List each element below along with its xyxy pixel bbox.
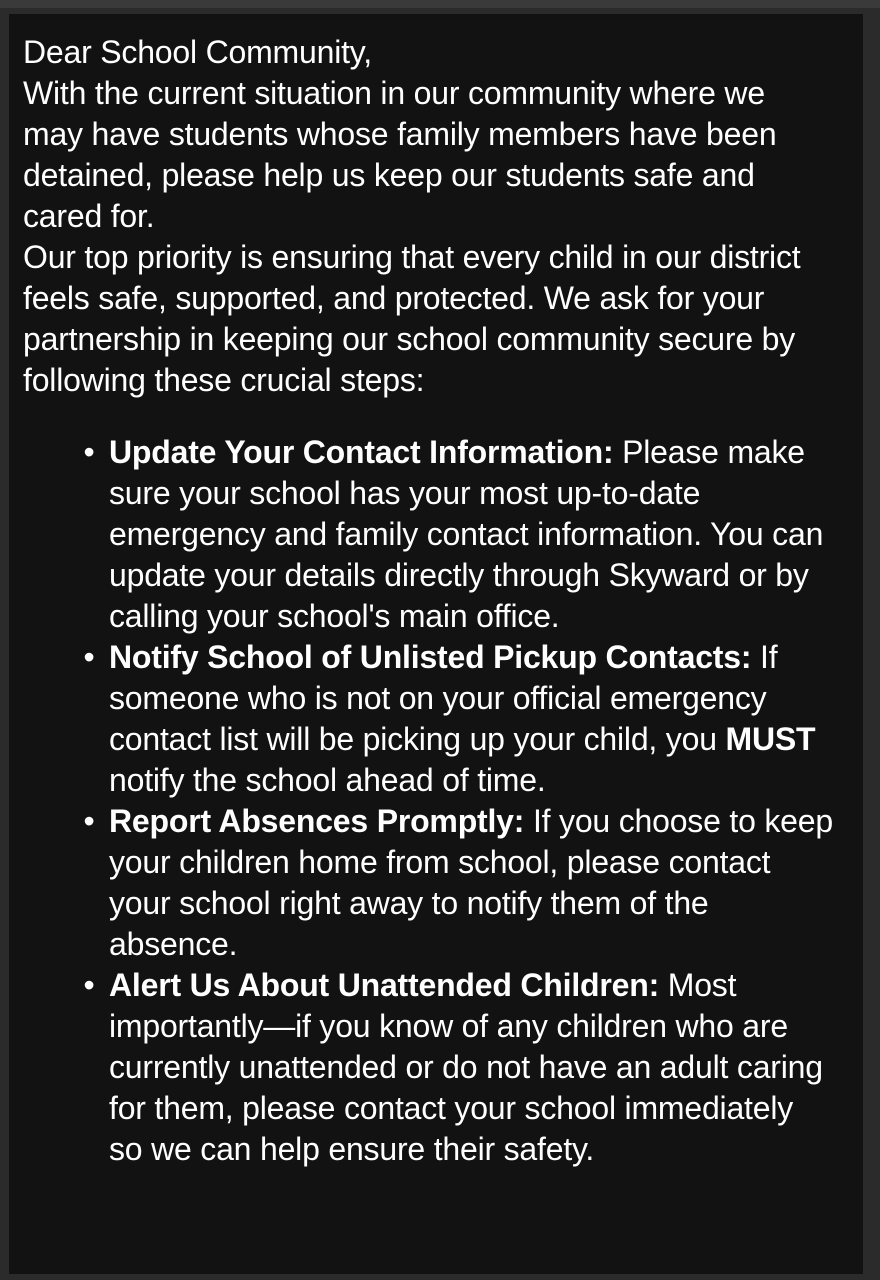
step-body: If you choose to keep your children home from school, please contact your school right away to notify them of the absence. — [109, 803, 833, 962]
step-body: Most importantly—if you know of any children who are currently unattended or do not have an adult caring for them, please contact your school immediately so we can help ensure their safety. — [109, 967, 823, 1167]
step-body: If someone who is not on your official emergency contact list will be picking up your child, you — [109, 639, 778, 757]
step-unattended-children — [83, 965, 833, 1170]
step-title: Report Absences Promptly: — [109, 803, 525, 839]
step-update-contact-info — [83, 432, 833, 637]
greeting-text: Dear School Community, — [23, 34, 372, 70]
steps-list — [23, 432, 833, 1170]
bullet-icon: • — [83, 967, 95, 1003]
step-body: Please make sure your school has your most up-to-date emergency and family contact information. You can update your details directly through Skyward or by calling your school's main office. — [109, 434, 824, 634]
step-emphasis: MUST — [725, 721, 816, 757]
step-body-continued: notify the school ahead of time. — [109, 762, 546, 798]
bullet-icon: • — [83, 803, 95, 839]
priority-paragraph: Our top priority is ensuring that every child in our district feels safe, supported, and protected. We ask for your partnership in keeping our school community secure by following these crucial steps: — [23, 239, 801, 398]
step-title: Notify School of Unlisted Pickup Contacts: — [109, 639, 752, 675]
step-title: Update Your Contact Information: — [109, 434, 614, 470]
step-report-absences — [83, 801, 833, 965]
top-edge-strip — [0, 0, 880, 8]
intro-paragraph: With the current situation in our community where we may have students whose family members have been detained, please help us keep our students safe and cared for. — [23, 75, 777, 234]
bullet-icon: • — [83, 434, 95, 470]
step-unlisted-pickup — [83, 637, 833, 801]
bullet-icon: • — [83, 639, 95, 675]
message-body — [9, 14, 863, 1274]
step-title: Alert Us About Unattended Children: — [109, 967, 660, 1003]
